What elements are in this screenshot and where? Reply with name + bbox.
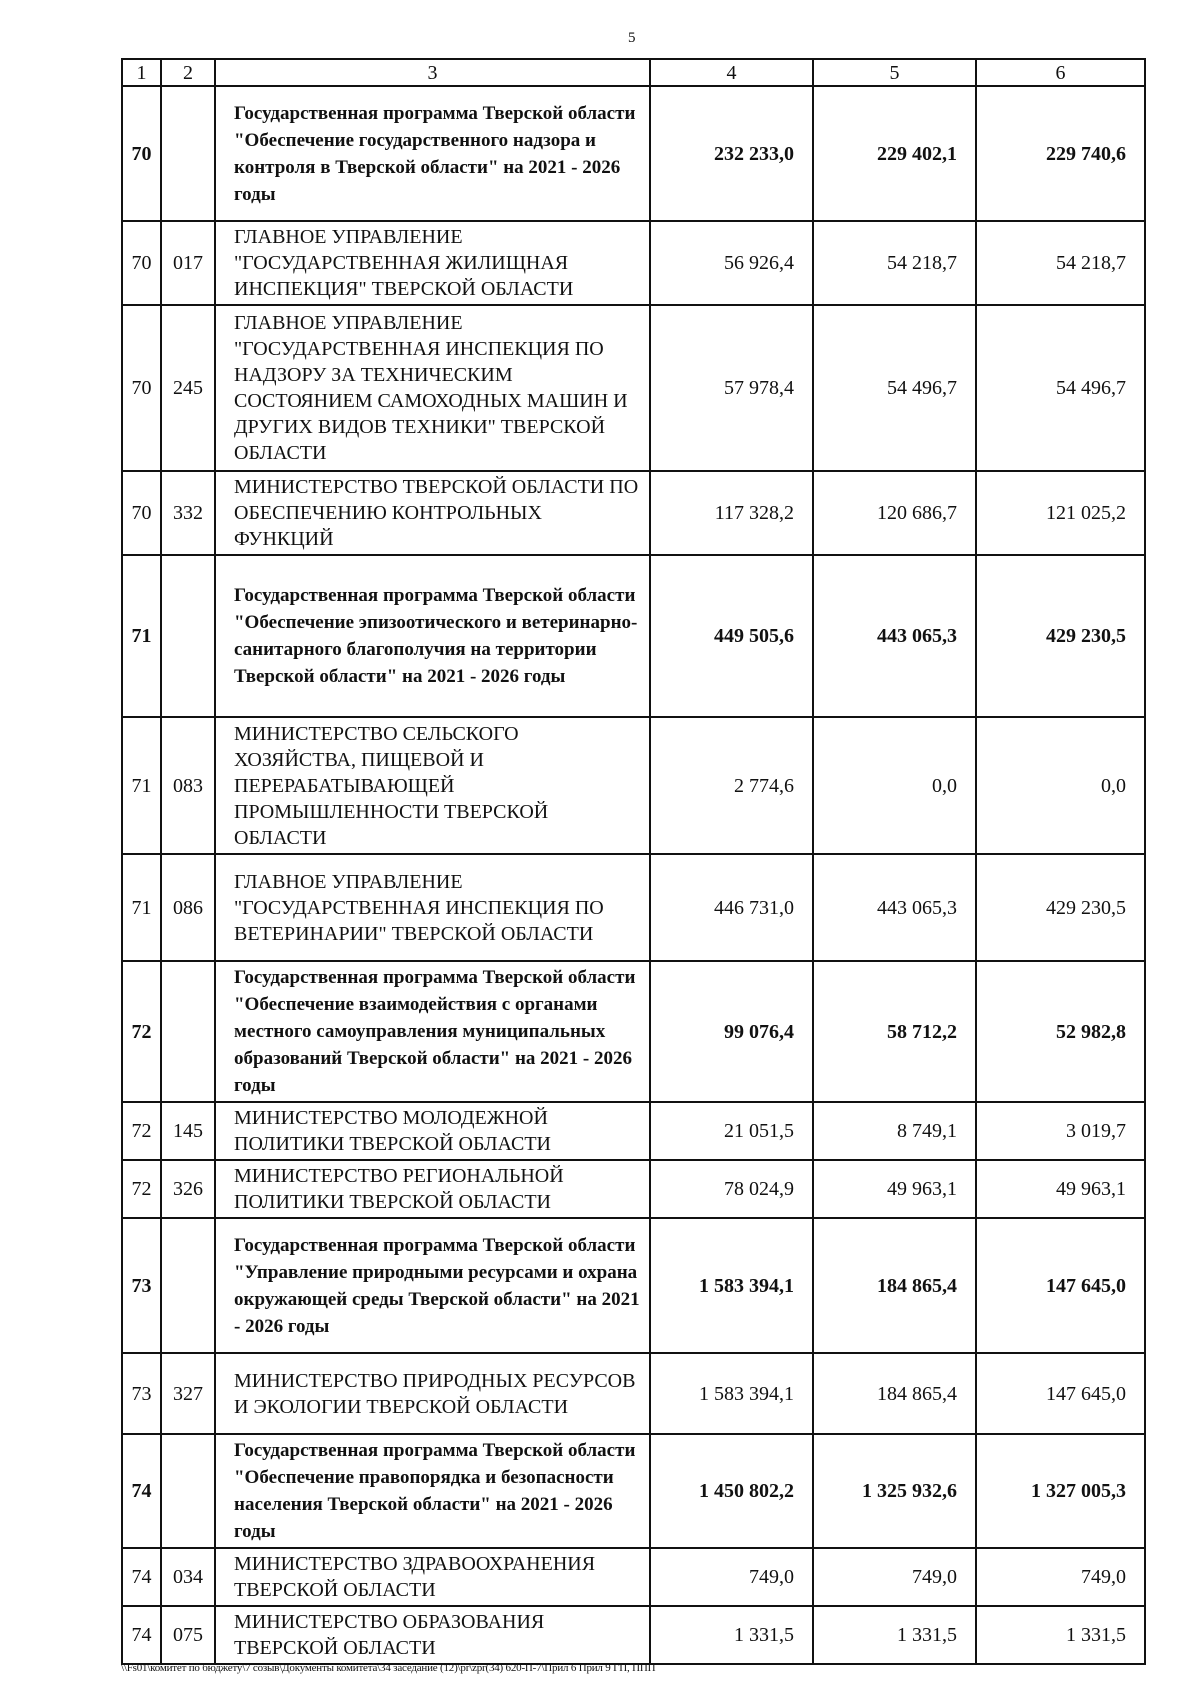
- table-row-agency: [122, 1353, 1145, 1434]
- table-row-program: [122, 555, 1145, 717]
- table-row-agency: [122, 221, 1145, 305]
- cell-amount-col4: 21 051,5: [650, 1102, 813, 1160]
- cell-amount-col5: 443 065,3: [813, 555, 976, 717]
- cell-agency-code: 327: [161, 1353, 215, 1434]
- column-header: 3: [215, 59, 650, 86]
- cell-amount-col4: 1 583 394,1: [650, 1353, 813, 1434]
- cell-name: ГЛАВНОЕ УПРАВЛЕНИЕ "ГОСУДАРСТВЕННАЯ ЖИЛИЩНАЯ ИНСПЕКЦИЯ" ТВЕРСКОЙ ОБЛАСТИ: [215, 221, 650, 305]
- cell-amount-col4: 78 024,9: [650, 1160, 813, 1218]
- cell-name: Государственная программа Тверской области "Управление природными ресурсами и охрана окружающей среды Тверской области" на 2021 - 2026 годы: [215, 1218, 650, 1353]
- cell-amount-col5: 1 325 932,6: [813, 1434, 976, 1548]
- cell-name: МИНИСТЕРСТВО ПРИРОДНЫХ РЕСУРСОВ И ЭКОЛОГИИ ТВЕРСКОЙ ОБЛАСТИ: [215, 1353, 650, 1434]
- cell-name: МИНИСТЕРСТВО ЗДРАВООХРАНЕНИЯ ТВЕРСКОЙ ОБЛАСТИ: [215, 1548, 650, 1606]
- cell-amount-col6: 147 645,0: [976, 1353, 1145, 1434]
- cell-program-code: 74: [122, 1434, 161, 1548]
- table-header-row: [122, 59, 1145, 86]
- table-row-agency: [122, 1102, 1145, 1160]
- cell-program-code: 71: [122, 717, 161, 854]
- cell-amount-col6: 147 645,0: [976, 1218, 1145, 1353]
- cell-name: Государственная программа Тверской области "Обеспечение эпизоотического и ветеринарно-санитарного благополучия на территории Тверской области" на 2021 - 2026 годы: [215, 555, 650, 717]
- cell-program-code: 72: [122, 961, 161, 1102]
- cell-program-code: 74: [122, 1606, 161, 1664]
- table-row-program: [122, 1218, 1145, 1353]
- cell-amount-col4: 232 233,0: [650, 86, 813, 221]
- cell-program-code: 73: [122, 1218, 161, 1353]
- budget-table: [121, 58, 1146, 1665]
- table-row-agency: [122, 1606, 1145, 1664]
- cell-amount-col6: 54 496,7: [976, 305, 1145, 471]
- column-header: 2: [161, 59, 215, 86]
- footer-file-path: \\Fs01\комитет по бюджету\7 созыв\Документы комитета\34 заседание (12)\pr\zpr(34) 620-П-7\Прил 6 Прил 9 ГП, ППП: [121, 1662, 656, 1674]
- cell-agency-code: 083: [161, 717, 215, 854]
- cell-amount-col4: 99 076,4: [650, 961, 813, 1102]
- cell-program-code: 74: [122, 1548, 161, 1606]
- cell-program-code: 71: [122, 555, 161, 717]
- cell-name: МИНИСТЕРСТВО РЕГИОНАЛЬНОЙ ПОЛИТИКИ ТВЕРСКОЙ ОБЛАСТИ: [215, 1160, 650, 1218]
- cell-name: Государственная программа Тверской области "Обеспечение государственного надзора и контроля в Тверской области" на 2021 - 2026 годы: [215, 86, 650, 221]
- table-row-program: [122, 961, 1145, 1102]
- cell-amount-col6: 749,0: [976, 1548, 1145, 1606]
- cell-amount-col4: 449 505,6: [650, 555, 813, 717]
- cell-agency-code: [161, 1218, 215, 1353]
- cell-agency-code: [161, 86, 215, 221]
- cell-amount-col6: 429 230,5: [976, 854, 1145, 961]
- cell-amount-col4: 1 583 394,1: [650, 1218, 813, 1353]
- cell-agency-code: 034: [161, 1548, 215, 1606]
- cell-amount-col6: 1 327 005,3: [976, 1434, 1145, 1548]
- column-header: 1: [122, 59, 161, 86]
- cell-amount-col5: 8 749,1: [813, 1102, 976, 1160]
- cell-name: МИНИСТЕРСТВО ТВЕРСКОЙ ОБЛАСТИ ПО ОБЕСПЕЧЕНИЮ КОНТРОЛЬНЫХ ФУНКЦИЙ: [215, 471, 650, 555]
- cell-name: МИНИСТЕРСТВО МОЛОДЕЖНОЙ ПОЛИТИКИ ТВЕРСКОЙ ОБЛАСТИ: [215, 1102, 650, 1160]
- cell-agency-code: [161, 555, 215, 717]
- cell-name: ГЛАВНОЕ УПРАВЛЕНИЕ "ГОСУДАРСТВЕННАЯ ИНСПЕКЦИЯ ПО ВЕТЕРИНАРИИ" ТВЕРСКОЙ ОБЛАСТИ: [215, 854, 650, 961]
- cell-amount-col5: 184 865,4: [813, 1218, 976, 1353]
- cell-amount-col5: 49 963,1: [813, 1160, 976, 1218]
- cell-agency-code: 145: [161, 1102, 215, 1160]
- cell-agency-code: 075: [161, 1606, 215, 1664]
- cell-amount-col5: 0,0: [813, 717, 976, 854]
- cell-amount-col5: 184 865,4: [813, 1353, 976, 1434]
- cell-program-code: 73: [122, 1353, 161, 1434]
- column-header: 4: [650, 59, 813, 86]
- cell-amount-col4: 56 926,4: [650, 221, 813, 305]
- cell-name: МИНИСТЕРСТВО ОБРАЗОВАНИЯ ТВЕРСКОЙ ОБЛАСТИ: [215, 1606, 650, 1664]
- cell-agency-code: [161, 961, 215, 1102]
- cell-program-code: 72: [122, 1102, 161, 1160]
- cell-amount-col6: 229 740,6: [976, 86, 1145, 221]
- cell-program-code: 70: [122, 305, 161, 471]
- cell-amount-col5: 54 496,7: [813, 305, 976, 471]
- column-header: 6: [976, 59, 1145, 86]
- cell-agency-code: 245: [161, 305, 215, 471]
- page-number: 5: [628, 30, 636, 46]
- cell-name: Государственная программа Тверской области "Обеспечение правопорядка и безопасности населения Тверской области" на 2021 - 2026 годы: [215, 1434, 650, 1548]
- cell-amount-col6: 121 025,2: [976, 471, 1145, 555]
- cell-amount-col6: 49 963,1: [976, 1160, 1145, 1218]
- table-row-agency: [122, 717, 1145, 854]
- cell-amount-col4: 446 731,0: [650, 854, 813, 961]
- cell-amount-col4: 1 331,5: [650, 1606, 813, 1664]
- cell-amount-col4: 2 774,6: [650, 717, 813, 854]
- cell-amount-col5: 229 402,1: [813, 86, 976, 221]
- column-header: 5: [813, 59, 976, 86]
- cell-name: МИНИСТЕРСТВО СЕЛЬСКОГО ХОЗЯЙСТВА, ПИЩЕВОЙ И ПЕРЕРАБАТЫВАЮЩЕЙ ПРОМЫШЛЕННОСТИ ТВЕРСКОЙ ОБЛАСТИ: [215, 717, 650, 854]
- cell-program-code: 70: [122, 471, 161, 555]
- cell-program-code: 71: [122, 854, 161, 961]
- cell-program-code: 70: [122, 86, 161, 221]
- table-row-agency: [122, 305, 1145, 471]
- cell-amount-col5: 443 065,3: [813, 854, 976, 961]
- cell-amount-col5: 749,0: [813, 1548, 976, 1606]
- cell-amount-col6: 1 331,5: [976, 1606, 1145, 1664]
- table-row-agency: [122, 854, 1145, 961]
- cell-amount-col4: 1 450 802,2: [650, 1434, 813, 1548]
- cell-agency-code: [161, 1434, 215, 1548]
- table-row-agency: [122, 471, 1145, 555]
- table-row-agency: [122, 1548, 1145, 1606]
- table-row-agency: [122, 1160, 1145, 1218]
- cell-name: ГЛАВНОЕ УПРАВЛЕНИЕ "ГОСУДАРСТВЕННАЯ ИНСПЕКЦИЯ ПО НАДЗОРУ ЗА ТЕХНИЧЕСКИМ СОСТОЯНИЕМ САМОХОДНЫХ МАШИН И ДРУГИХ ВИДОВ ТЕХНИКИ" ТВЕРСКОЙ ОБЛАСТИ: [215, 305, 650, 471]
- cell-amount-col4: 749,0: [650, 1548, 813, 1606]
- cell-agency-code: 017: [161, 221, 215, 305]
- table-row-program: [122, 86, 1145, 221]
- cell-amount-col4: 117 328,2: [650, 471, 813, 555]
- cell-agency-code: 332: [161, 471, 215, 555]
- cell-amount-col5: 1 331,5: [813, 1606, 976, 1664]
- cell-agency-code: 086: [161, 854, 215, 961]
- cell-program-code: 72: [122, 1160, 161, 1218]
- cell-amount-col6: 52 982,8: [976, 961, 1145, 1102]
- cell-amount-col5: 120 686,7: [813, 471, 976, 555]
- cell-amount-col4: 57 978,4: [650, 305, 813, 471]
- cell-amount-col6: 54 218,7: [976, 221, 1145, 305]
- cell-amount-col6: 0,0: [976, 717, 1145, 854]
- cell-amount-col5: 58 712,2: [813, 961, 976, 1102]
- cell-program-code: 70: [122, 221, 161, 305]
- cell-amount-col6: 429 230,5: [976, 555, 1145, 717]
- table-body: [122, 86, 1145, 1664]
- cell-amount-col6: 3 019,7: [976, 1102, 1145, 1160]
- table-row-program: [122, 1434, 1145, 1548]
- cell-agency-code: 326: [161, 1160, 215, 1218]
- cell-name: Государственная программа Тверской области "Обеспечение взаимодействия с органами местного самоуправления муниципальных образований Тверской области" на 2021 - 2026 годы: [215, 961, 650, 1102]
- cell-amount-col5: 54 218,7: [813, 221, 976, 305]
